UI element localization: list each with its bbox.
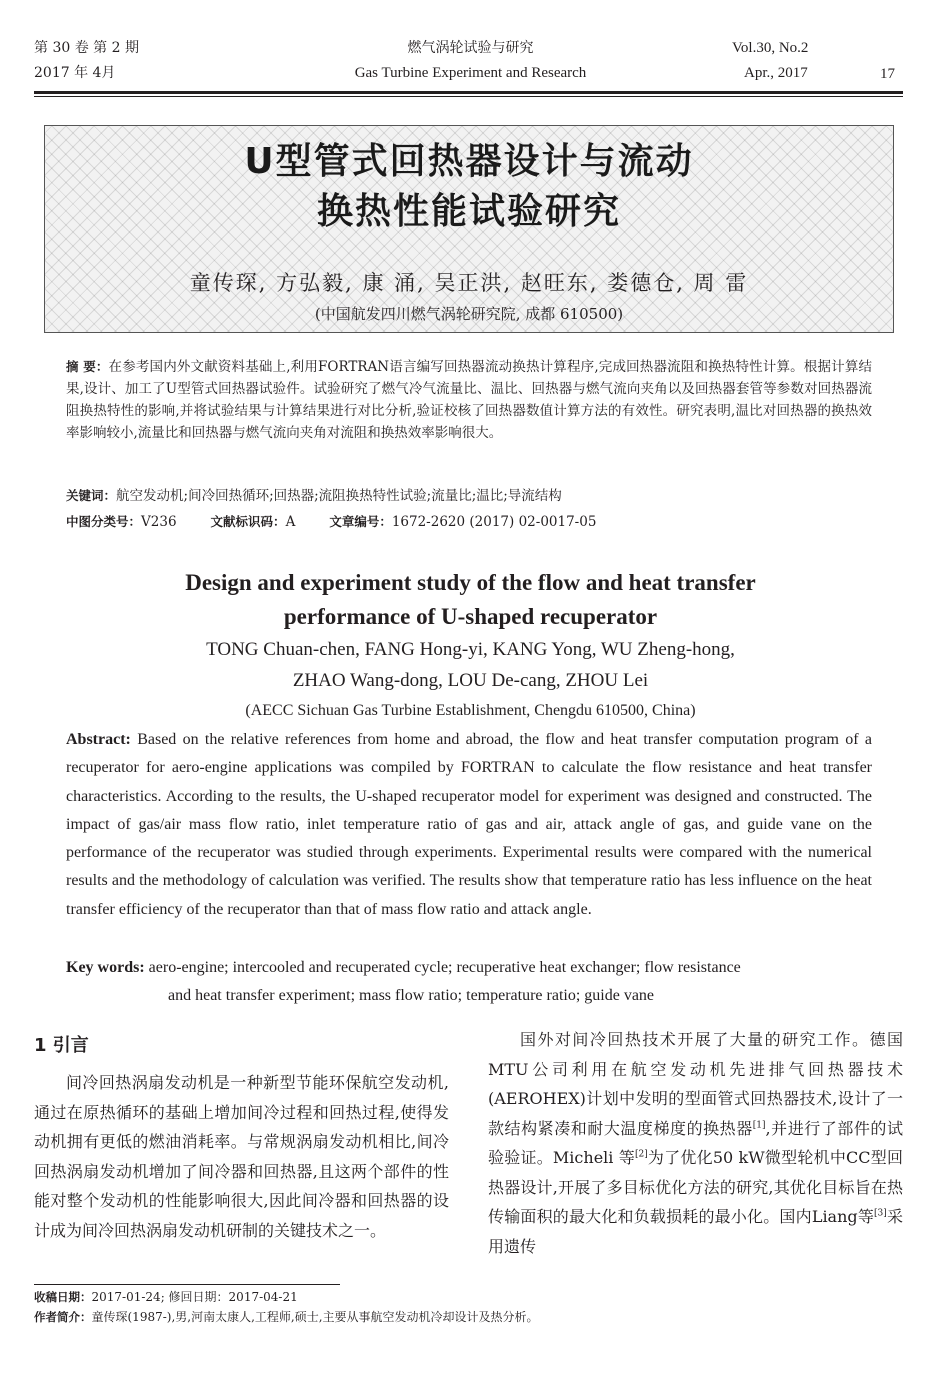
affiliation-en: (AECC Sichuan Gas Turbine Establishment, Chengdu 610500, China): [245, 702, 696, 719]
footnote-bio-text: 童传琛(1987-),男,河南太康人,工程师,硕士,主要从事航空发动机冷却设计及热分析。: [91, 1310, 539, 1324]
title-en-line1: Design and experiment study of the flow and heat transfer: [185, 570, 756, 595]
keywords-en-line1: aero-engine; intercooled and recuperated cycle; recuperative heat exchanger; flow resistance: [148, 959, 741, 976]
title-box: [44, 125, 894, 333]
authors-en-line2: ZHAO Wang-dong, LOU De-cang, ZHOU Lei: [292, 670, 649, 691]
title-en-line2: performance of U-shaped recuperator: [283, 604, 658, 629]
header-rule-thin: [34, 96, 903, 97]
footnote-rule: [34, 1284, 340, 1285]
footnote-dates: [34, 1288, 298, 1306]
keywords-en-line2: and heat transfer experiment; mass flow ratio; temperature ratio; guide vane: [168, 987, 655, 1004]
date-cn: 2017 年 4月: [34, 65, 116, 81]
abstract-en-text: Based on the relative references from home and abroad, the flow and heat transfer computation program of a recuperator for aero-engine applications was compiled by FORTRAN to calculate the flow resistance and heat transfer characteristics. According to the results, the U-shaped recuperator model for experiment was designed and constructed. The impact of gas/air mass flow ratio, inlet temperature ratio of gas and air, attack angle of gas, and guide vane on the performance of the recuperator was studied through experiments. Experimental results were compared with the numerical results and the methodology of calculation was verified. The results show that temperature ratio has less influence on the heat transfer efficiency of the recuperator than that of mass flow ratio and attack angle.: [66, 731, 873, 918]
keywords-cn-text: 航空发动机;间冷回热循环;回热器;流阻换热特性试验;流量比;温比;导流结构: [116, 488, 562, 504]
article-no-value: 1672-2620 (2017) 02-0017-05: [391, 514, 597, 530]
doc-code-label: 文献标识码：: [210, 514, 286, 529]
clc-label: 中图分类号：: [66, 514, 142, 529]
authors-en-line1: TONG Chuan-chen, FANG Hong-yi, KANG Yong, WU Zheng-hong,: [206, 639, 735, 660]
right-para-intro: 国外对间冷回热技术开展了大量的研究工作。德国MTU公司利用在航空发动机先进排气回热器技术(AEROHEX)计划中发明的型面管式回热器技术,设计了一款结构紧凑和耐大温度梯度的换热器: [488, 1030, 903, 1138]
clc-value: V236: [141, 514, 177, 530]
journal-name-cn: 燃气涡轮试验与研究: [407, 40, 534, 56]
classification-line: [66, 511, 872, 533]
abstract-cn: [66, 356, 872, 444]
section-heading: 1 引言: [34, 1035, 89, 1056]
right-para-mid2: 为了优化50 kW微型轮机中CC型回热器设计,开展了多目标优化方法的研究,其优化目标旨在热传输面积的最大化和负载损耗的最小化。国内Liang等: [488, 1148, 904, 1226]
title-cn-line2: 换热性能试验研究: [316, 191, 621, 232]
article-no-label: 文章编号：: [329, 514, 392, 529]
keywords-cn: [66, 485, 872, 507]
citation-1[interactable]: [1]: [752, 1120, 766, 1131]
abstract-en-label: Abstract:: [66, 731, 131, 748]
journal-name-en: Gas Turbine Experiment and Research: [354, 65, 587, 81]
right-column-paragraph: [488, 1025, 903, 1261]
abstract-cn-label: 摘 要：: [66, 359, 109, 374]
abstract-en: [66, 726, 872, 924]
title-cn-line1: U型管式回热器设计与流动: [244, 141, 694, 182]
left-column-paragraph: 间冷回热涡扇发动机是一种新型节能环保航空发动机,通过在原热循环的基础上增加间冷过程和回热过程,使得发动机拥有更低的燃油消耗率。与常规涡扇发动机相比,间冷回热涡扇发动机增加了间冷器和回热器,且这两个部件的性能对整个发动机的性能影响很大,因此间冷器和回热器的设计成为间冷回热涡扇发动机研制的关键技术之一。: [34, 1073, 449, 1240]
authors-cn: 童传琛, 方弘毅, 康 涌, 吴正洪, 赵旺东, 娄德仓, 周 雷: [189, 271, 749, 295]
footnote-bio-label: 作者简介：: [34, 1310, 92, 1324]
footnote-bio: [34, 1308, 539, 1326]
volume-issue-en: Vol.30, No.2: [732, 40, 809, 56]
page-number: 17: [880, 66, 895, 82]
citation-2[interactable]: [2]: [634, 1149, 648, 1160]
right-para-mid: ,并进行了部件的试验验证。Micheli 等: [488, 1118, 903, 1167]
footnote-dates-label: 收稿日期：: [34, 1290, 92, 1304]
keywords-en: [66, 954, 741, 982]
volume-issue-cn: 第 30 卷 第 2 期: [34, 40, 139, 56]
date-en: Apr., 2017: [744, 65, 808, 81]
abstract-cn-text: 在参考国内外文献资料基础上,利用FORTRAN语言编写回热器流动换热计算程序,完成回热器流阻和换热特性计算。根据计算结果,设计、加工了U型管式回热器试验件。试验研究了燃气冷气流量比、温比、回热器与燃气流向夹角以及回热器套管等参数对回热器流阻换热特性的影响,并将试验结果与计算结果进行对比分析,验证校核了回热器数值计算方法的有效性。研究表明,温比对回热器的换热效率影响较小,流量比和回热器与燃气流向夹角对流阻和换热效率影响很大。: [66, 359, 872, 441]
header-rule-thick: [34, 91, 903, 94]
citation-3[interactable]: [3]: [874, 1208, 887, 1219]
affiliation-cn: (中国航发四川燃气涡轮研究院, 成都 610500): [314, 305, 624, 323]
keywords-cn-label: 关键词：: [66, 488, 117, 503]
right-para-end: 采用遗传: [488, 1207, 903, 1256]
keywords-en-label: Key words:: [66, 959, 145, 976]
doc-code-value: A: [285, 514, 296, 530]
footnote-dates-text: 2017-01-24; 修回日期：2017-04-21: [91, 1290, 298, 1304]
